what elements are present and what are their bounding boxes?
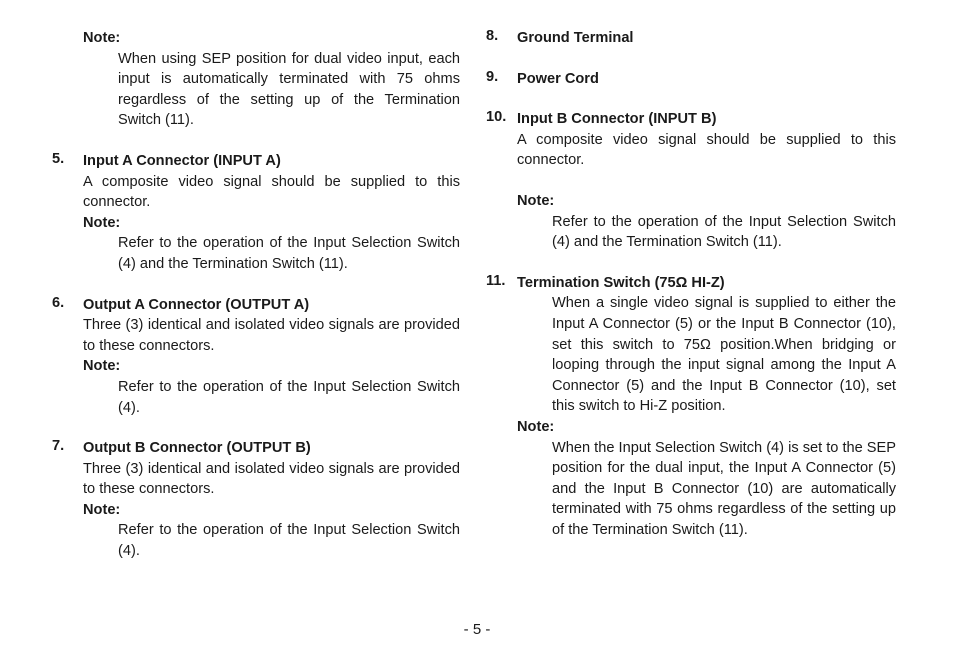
item-title: Output B Connector (OUTPUT B) — [83, 440, 311, 457]
right-column — [486, 28, 896, 540]
note-text: Refer to the operation of the Input Selection Switch (4). — [118, 378, 460, 416]
note-label: Note: — [83, 501, 121, 518]
item-body: A composite video signal should be supplied to this connector. — [517, 131, 896, 169]
item-number: 8. — [486, 28, 499, 44]
intro-note-text: When using SEP position for dual video input, each input is automatically terminated with 75 ohms regardless of the setting up of the Termination Switch (11). — [118, 50, 460, 129]
item-title: Ground Terminal — [517, 30, 634, 46]
item-8-ground-terminal — [486, 28, 896, 49]
note-label: Note: — [83, 214, 121, 231]
item-body: Three (3) identical and isolated video signals are provided to these connectors. — [83, 317, 460, 354]
item-10-input-b-connector — [486, 109, 896, 253]
item-number: 11. — [486, 272, 506, 289]
note-text: Refer to the operation of the Input Selection Switch (4) and the Termination Switch (11). — [552, 213, 896, 251]
item-number: 5. — [52, 150, 65, 167]
item-7-output-b-connector — [52, 438, 460, 562]
intro-note-label: Note: — [83, 30, 121, 46]
item-11-termination-switch — [486, 273, 896, 541]
item-6-output-a-connector — [52, 295, 460, 419]
item-title: Input B Connector (INPUT B) — [517, 111, 717, 128]
item-number: 7. — [52, 438, 65, 455]
item-body: When a single video signal is supplied to either the Input A Connector (5) or the Input B Connector (10), set this switch to 75Ω position.When bridging or looping through the input signal among the Input A Connector (5) and the Input B Connector (10), set this switch to Hi-Z position. — [552, 295, 896, 415]
left-column — [52, 28, 460, 562]
item-body: Three (3) identical and isolated video signals are provided to these connectors. — [83, 460, 460, 498]
intro-note — [52, 28, 460, 131]
note-label: Note: — [83, 358, 121, 375]
item-number: 9. — [486, 68, 499, 85]
item-title: Input A Connector (INPUT A) — [83, 152, 281, 169]
page-number: - 5 - — [463, 621, 491, 638]
item-number: 6. — [52, 294, 65, 311]
item-title: Power Cord — [517, 70, 599, 87]
item-9-power-cord — [486, 69, 896, 90]
note-text: Refer to the operation of the Input Selection Switch (4). — [118, 522, 460, 560]
item-title: Output A Connector (OUTPUT A) — [83, 296, 310, 313]
note-text: When the Input Selection Switch (4) is set to the SEP position for the dual input, the Input A Connector (5) and the Input B Connector (10) are automatically terminated with 75 ohms regardless of the setting up of the Termination Switch (11). — [552, 439, 896, 538]
item-number: 10. — [486, 109, 507, 126]
item-5-input-a-connector — [52, 151, 460, 275]
note-label: Note: — [517, 418, 555, 435]
note-text: Refer to the operation of the Input Selection Switch (4) and the Termination Switch (11). — [118, 235, 460, 272]
item-title: Termination Switch (75Ω HI-Z) — [517, 274, 725, 291]
item-body: A composite video signal should be supplied to this connector. — [83, 173, 460, 211]
note-label: Note: — [517, 192, 555, 209]
